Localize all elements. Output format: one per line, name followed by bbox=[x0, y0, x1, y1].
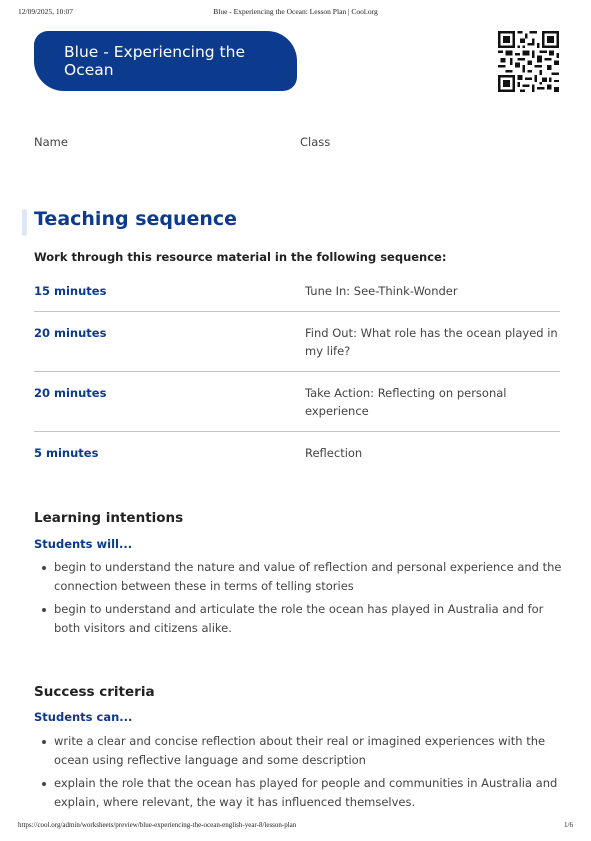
print-document-title: Blue - Experiencing the Ocean: Lesson Plan | Cool.org bbox=[213, 7, 378, 16]
teaching-sequence-intro: Work through this resource material in the following sequence: bbox=[34, 250, 447, 264]
list-item: explain the role that the ocean has played for people and communities in Australia and explain, where relevant, the way it has influenced themselves. bbox=[34, 774, 564, 811]
section-marker bbox=[22, 209, 27, 236]
sequence-activity: Take Action: Reflecting on personal experience bbox=[305, 386, 507, 418]
qr-code-icon bbox=[498, 31, 559, 92]
success-criteria-heading: Success criteria bbox=[34, 684, 155, 700]
print-date: 12/09/2025, 10:07 bbox=[18, 7, 74, 16]
sequence-activity: Reflection bbox=[305, 446, 363, 460]
sequence-activity: Find Out: What role has the ocean played in my life? bbox=[305, 326, 558, 358]
sequence-activity: Tune In: See-Think-Wonder bbox=[305, 284, 458, 298]
print-url: https://cool.org/admin/worksheets/preview/blue-experiencing-the-ocean-english-year-8/lesson-plan bbox=[18, 821, 297, 829]
lesson-title-banner bbox=[34, 31, 297, 91]
teaching-sequence-table bbox=[34, 270, 560, 473]
lesson-title-line-1: Blue - Experiencing the bbox=[64, 43, 245, 61]
learning-intentions-heading: Learning intentions bbox=[34, 510, 184, 526]
sequence-row bbox=[34, 372, 560, 432]
learning-intentions-subheading: Students will... bbox=[34, 537, 133, 551]
learning-intentions-list bbox=[34, 558, 564, 642]
sequence-row bbox=[34, 432, 560, 473]
sequence-duration: 5 minutes bbox=[34, 446, 99, 460]
sequence-row bbox=[34, 270, 560, 312]
success-criteria-subheading: Students can... bbox=[34, 710, 133, 724]
success-criteria-list bbox=[34, 732, 564, 816]
lesson-title-line-2: Ocean bbox=[64, 61, 114, 79]
list-item: begin to understand and articulate the role the ocean has played in Australia and for both visitors and citizens alike. bbox=[34, 600, 564, 637]
list-item: begin to understand the nature and value of reflection and personal experience and the connection between these in terms of telling stories bbox=[34, 558, 564, 595]
sequence-duration: 20 minutes bbox=[34, 386, 107, 400]
class-field-label: Class bbox=[300, 135, 331, 149]
name-field-label: Name bbox=[34, 135, 68, 149]
sequence-duration: 20 minutes bbox=[34, 326, 107, 340]
teaching-sequence-title: Teaching sequence bbox=[34, 208, 238, 230]
print-header bbox=[18, 7, 573, 19]
list-item: write a clear and concise reflection about their real or imagined experiences with the ocean using reflective language and some description bbox=[34, 732, 564, 769]
sequence-duration: 15 minutes bbox=[34, 284, 107, 298]
page-number: 1/6 bbox=[564, 821, 573, 829]
print-footer bbox=[18, 821, 573, 833]
sequence-row bbox=[34, 312, 560, 372]
